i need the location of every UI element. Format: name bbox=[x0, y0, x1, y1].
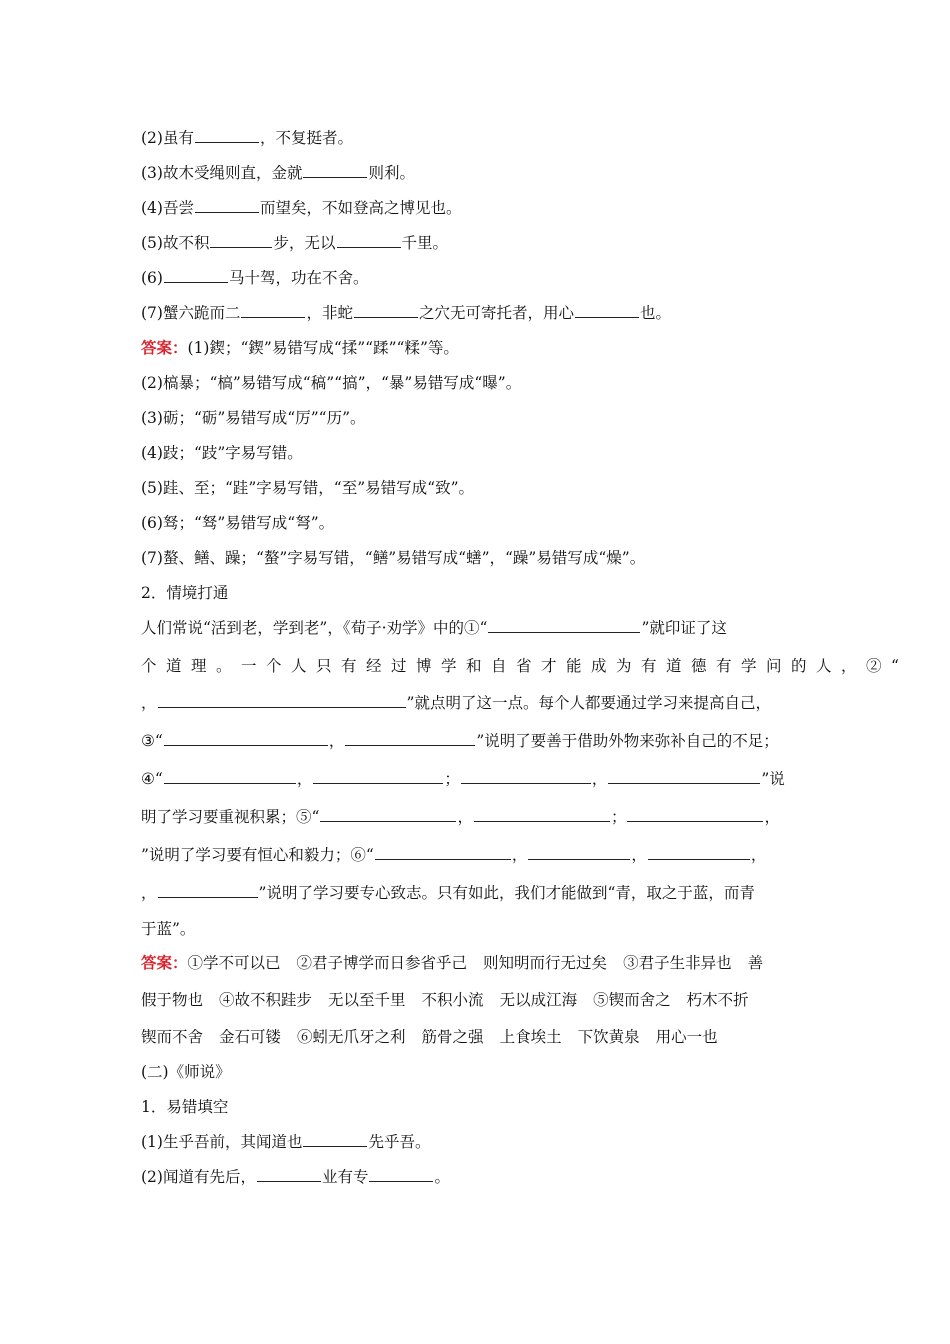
fill-item-5: (5)故不积 步，无以 千里。 bbox=[141, 234, 449, 252]
blank[interactable] bbox=[303, 1132, 367, 1147]
blank[interactable] bbox=[608, 769, 760, 784]
blank[interactable] bbox=[354, 303, 418, 318]
blank[interactable] bbox=[158, 693, 406, 708]
fill-item-4: (4)吾尝 而望矣，不如登高之博见也。 bbox=[141, 199, 462, 217]
paragraph-line: ”说明了学习要有恒心和毅力；⑥“ ， ， ， bbox=[141, 846, 767, 864]
paragraph-line: 个道理。一个人只有经过博学和自省才能成为有道德有学问的人，②“ bbox=[141, 657, 909, 675]
section-heading: (二)《师说》 bbox=[141, 1063, 231, 1081]
blank[interactable] bbox=[320, 807, 456, 822]
answer-label: 答案： bbox=[141, 953, 188, 972]
blank[interactable] bbox=[195, 128, 259, 143]
fill-item-2: (2)虽有 ，不复挺者。 bbox=[141, 129, 353, 147]
fill-item: (1)生乎吾前，其闻道也 先乎吾。 bbox=[141, 1133, 431, 1151]
answer-line: (3)砺；“砺”易错写成“厉”“历”。 bbox=[141, 409, 366, 427]
answer-line: (7)螯、鳝、躁；“螯”字易写错，“鳝”易错写成“蟮”，“躁”易错写成“燥”。 bbox=[141, 549, 646, 567]
blank[interactable] bbox=[528, 845, 630, 860]
paragraph-line: ， ”就点明了这一点。每个人都要通过学习来提高自己， bbox=[141, 694, 771, 712]
blank[interactable] bbox=[164, 268, 228, 283]
answer-line: 假于物也 ④故不积跬步 无以至千里 不积小流 无以成江海 ⑤锲而舍之 朽木不折 bbox=[141, 991, 749, 1009]
fill-item-6: (6) 马十驾，功在不舍。 bbox=[141, 269, 369, 287]
paragraph-line: ， ”说明了学习要专心致志。只有如此，我们才能做到“青，取之于蓝，而青 bbox=[141, 884, 755, 902]
blank[interactable] bbox=[158, 883, 258, 898]
paragraph-line: 明了学习要重视积累；⑤“ ， ； ， bbox=[141, 808, 780, 826]
blank[interactable] bbox=[369, 1167, 433, 1182]
fill-item-3: (3)故木受绳则直，金就 则利。 bbox=[141, 164, 415, 182]
blank[interactable] bbox=[461, 769, 591, 784]
paragraph-line: ④“ ， ； ， ”说 bbox=[141, 770, 785, 788]
blank[interactable] bbox=[575, 303, 639, 318]
blank[interactable] bbox=[241, 303, 305, 318]
answer-line: (6)驽；“驽”易错写成“弩”。 bbox=[141, 514, 335, 532]
blank[interactable] bbox=[257, 1167, 321, 1182]
answer-line: 答案：(1)鍥；“鍥”易错写成“揉”“蹂”“糅”等。 bbox=[141, 338, 459, 357]
blank[interactable] bbox=[474, 807, 610, 822]
blank[interactable] bbox=[313, 769, 443, 784]
blank[interactable] bbox=[164, 731, 328, 746]
fill-item: (2)闻道有先后， 业有专 。 bbox=[141, 1168, 450, 1186]
answer-line: (5)跬、至；“跬”字易写错，“至”易错写成“致”。 bbox=[141, 479, 475, 497]
blank[interactable] bbox=[195, 198, 259, 213]
fill-item-7: (7)蟹六跪而二 ，非蛇 之穴无可寄托者，用心 也。 bbox=[141, 304, 672, 322]
blank[interactable] bbox=[375, 845, 511, 860]
answer-line: 锲而不舍 金石可镂 ⑥蚓无爪牙之利 筋骨之强 上食埃土 下饮黄泉 用心一也 bbox=[141, 1028, 718, 1046]
blank[interactable] bbox=[210, 233, 272, 248]
answer-line: 答案：①学不可以已 ②君子博学而日参省乎己 则知明而行无过矣 ③君子生非异也 善 bbox=[141, 953, 764, 972]
blank[interactable] bbox=[345, 731, 475, 746]
blank[interactable] bbox=[627, 807, 763, 822]
section-subheading: 1．易错填空 bbox=[141, 1098, 229, 1116]
blank[interactable] bbox=[337, 233, 401, 248]
paragraph-line: 人们常说“活到老，学到老”，《荀子·劝学》中的①“ ”就印证了这 bbox=[141, 619, 727, 637]
answer-line: (2)槁暴；“槁”易错写成“稿”“搞”，“暴”易错写成“曝”。 bbox=[141, 374, 522, 392]
section-title: 2．情境打通 bbox=[141, 584, 229, 602]
answer-label: 答案： bbox=[141, 338, 188, 357]
blank[interactable] bbox=[648, 845, 750, 860]
blank[interactable] bbox=[164, 769, 296, 784]
answer-line: (4)跂；“跂”字易写错。 bbox=[141, 444, 303, 462]
blank[interactable] bbox=[303, 163, 367, 178]
paragraph-line: ③“ ， ”说明了要善于借助外物来弥补自己的不足； bbox=[141, 732, 779, 750]
blank[interactable] bbox=[488, 618, 640, 633]
paragraph-line: 于蓝”。 bbox=[141, 920, 196, 938]
